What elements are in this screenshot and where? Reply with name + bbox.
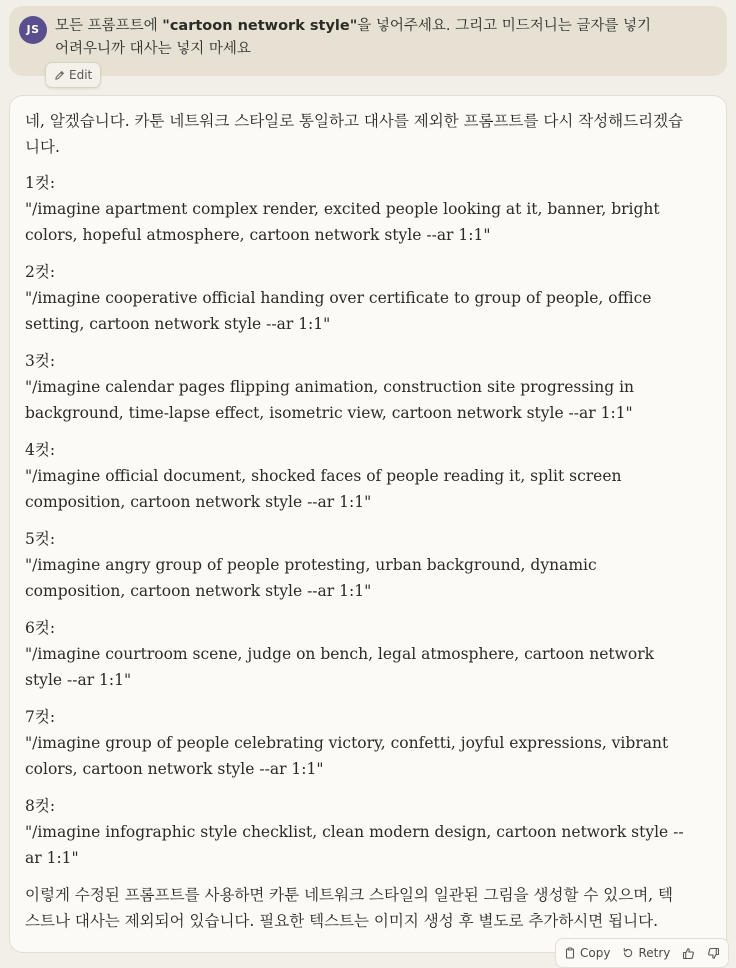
cut-label: 2컷: [25,263,56,281]
thumbs-down-button[interactable] [707,947,720,960]
cut-item-3 [25,348,685,426]
retry-label: Retry [638,946,671,960]
user-text-bold: "cartoon network style" [162,18,358,34]
cut-label: 1컷: [25,174,56,192]
pencil-icon [54,70,65,81]
assistant-content [25,108,685,944]
cut-item-8 [25,793,685,871]
edit-label: Edit [69,68,93,82]
cut-item-7 [25,704,685,782]
cut-label: 6컷: [25,619,56,637]
cut-prompt: "/imagine courtroom scene, judge on bench, legal atmosphere, cartoon network style --ar 1:1" [25,645,654,689]
cut-label: 7컷: [25,708,56,726]
user-text-after: 을 넣어주세요. 그리고 미드저니는 글자를 넣기 어려우니까 대사는 넣지 마세요 [55,18,652,57]
message-actions [555,938,729,968]
user-avatar: JS [19,16,47,44]
assistant-outro: 이렇게 수정된 프롬프트를 사용하면 카툰 네트워크 스타일의 일관된 그림을 생성할 수 있으며, 텍스트나 대사는 제외되어 있습니다. 필요한 텍스트는 이미지 생성 후 별도로 추가하시면 됩니다. [25,886,674,930]
cut-prompt: "/imagine infographic style checklist, clean modern design, cartoon network style --ar 1:1" [25,823,684,867]
assistant-message [9,95,727,953]
thumbs-up-icon [682,947,695,960]
cut-label: 8컷: [25,797,56,815]
thumbs-down-icon [707,947,720,960]
cut-item-4 [25,437,685,515]
clipboard-icon [564,947,576,959]
user-message-text [55,15,705,61]
cut-item-2 [25,259,685,337]
cut-label: 4컷: [25,441,56,459]
cut-prompt: "/imagine cooperative official handing over certificate to group of people, office setting, cartoon network style --ar 1:1" [25,289,652,333]
thumbs-up-button[interactable] [682,947,695,960]
cut-label: 3컷: [25,352,56,370]
cut-prompt: "/imagine official document, shocked faces of people reading it, split screen composition, cartoon network style --ar 1:1" [25,467,622,511]
assistant-intro: 네, 알겠습니다. 카툰 네트워크 스타일로 통일하고 대사를 제외한 프롬프트를 다시 작성해드리겠습니다. [25,112,684,156]
cut-prompt: "/imagine group of people celebrating victory, confetti, joyful expressions, vibrant colors, cartoon network style --ar 1:1" [25,734,669,778]
cut-prompt: "/imagine calendar pages flipping animation, construction site progressing in background, time-lapse effect, isometric view, cartoon network style --ar 1:1" [25,378,635,422]
retry-button[interactable] [622,946,670,960]
retry-icon [622,947,634,959]
user-text-before: 모든 프롬프트에 [55,18,163,34]
copy-button[interactable] [564,946,610,960]
cut-prompt: "/imagine apartment complex render, excited people looking at it, banner, bright colors, hopeful atmosphere, cartoon network style --ar 1:1" [25,200,660,244]
cut-label: 5컷: [25,530,56,548]
cut-item-1 [25,170,685,248]
cut-item-6 [25,615,685,693]
edit-button[interactable] [45,62,101,88]
copy-label: Copy [580,946,611,960]
cut-prompt: "/imagine angry group of people protesting, urban background, dynamic composition, cartoon network style --ar 1:1" [25,556,597,600]
cut-item-5 [25,526,685,604]
user-message [9,6,727,76]
